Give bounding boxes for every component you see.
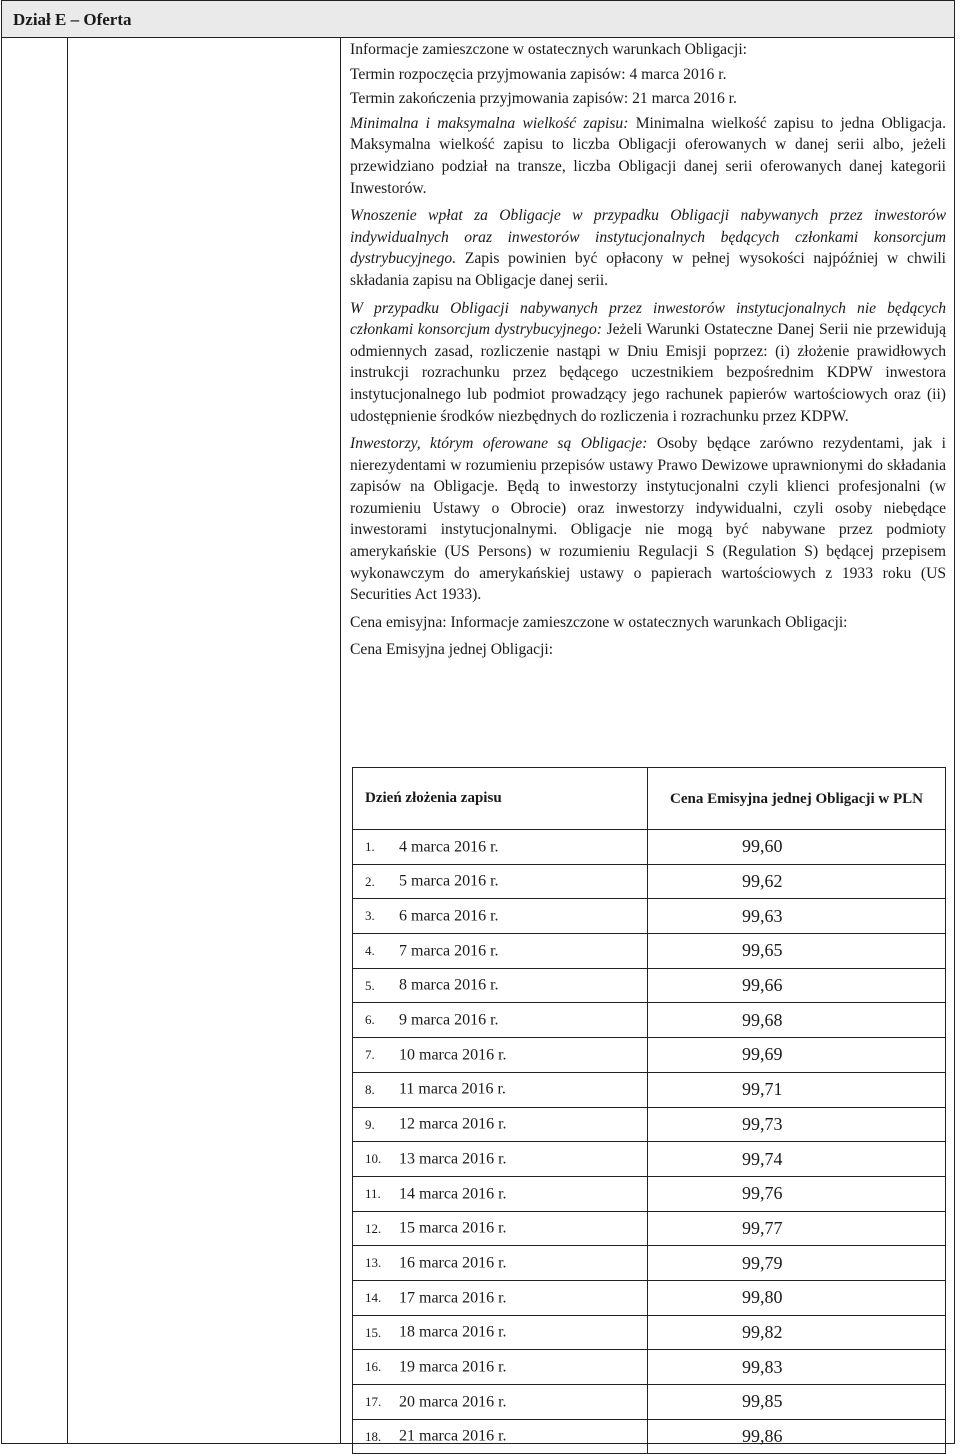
date-cell <box>353 1038 648 1073</box>
subscription-date: 16 marca 2016 r. <box>399 1254 507 1272</box>
table-row <box>353 1003 946 1038</box>
issue-price-value: 99,77 <box>648 1211 946 1246</box>
subscription-date: 21 marca 2016 r. <box>399 1427 507 1445</box>
table-row <box>353 1350 946 1385</box>
row-number: 5. <box>365 977 375 993</box>
subscription-date: 7 marca 2016 r. <box>399 942 499 960</box>
issue-price-value: 99,74 <box>648 1142 946 1177</box>
table-body <box>353 830 946 1454</box>
min-max-text: Minimalna wielkość zapisu to jedna Obligacja. Maksymalna wielkość zapisu to liczba Obligacji oferowanych w danej serii albo, jeżeli przewidziano podział na transze, liczba Obligacji danej serii oferowanych danej kategorii Inwestorów. <box>350 114 946 197</box>
subscription-date: 19 marca 2016 r. <box>399 1358 507 1376</box>
subscription-date: 8 marca 2016 r. <box>399 976 499 994</box>
subscription-date: 14 marca 2016 r. <box>399 1184 507 1202</box>
min-max-paragraph <box>350 113 946 199</box>
min-max-label: Minimalna i maksymalna wielkość zapisu: <box>350 114 629 132</box>
issue-price-value: 99,60 <box>648 830 946 865</box>
section-header <box>2 1 954 38</box>
table-row <box>353 1280 946 1315</box>
date-cell <box>353 1211 648 1246</box>
table-row <box>353 1385 946 1420</box>
date-cell <box>353 1246 648 1281</box>
institutional-label: W przypadku Obligacji nabywanych przez inwestorów instytucjonalnych nie będących członkami konsorcjum dystrybucyjnego: <box>350 299 946 339</box>
subscription-date: 5 marca 2016 r. <box>399 872 499 890</box>
date-cell <box>353 864 648 899</box>
date-cell <box>353 1419 648 1454</box>
table-row <box>353 1315 946 1350</box>
payment-label: Wnoszenie wpłat za Obligacje w przypadku Obligacji nabywanych przez inwestorów indywidualnych oraz inwestorów instytucjonalnych będących członkami konsorcjum dystrybucyjnego. <box>350 207 946 268</box>
row-number: 6. <box>365 1012 375 1028</box>
subscription-date: 9 marca 2016 r. <box>399 1011 499 1029</box>
offer-content <box>350 39 946 661</box>
issue-price-value: 99,68 <box>648 1003 946 1038</box>
row-number: 1. <box>365 839 375 854</box>
date-cell <box>353 1385 648 1420</box>
date-cell <box>353 934 648 969</box>
issue-price-value: 99,83 <box>648 1350 946 1385</box>
issue-price-value: 99,62 <box>648 864 946 899</box>
subscription-date: 15 marca 2016 r. <box>399 1219 507 1237</box>
row-number: 4. <box>365 943 375 959</box>
date-cell <box>353 1315 648 1350</box>
row-number: 10. <box>365 1151 382 1167</box>
row-number: 12. <box>365 1220 382 1236</box>
row-number: 16. <box>365 1359 382 1375</box>
column-header-date: Dzień złożenia zapisu <box>353 768 648 830</box>
issue-price-value: 99,80 <box>648 1280 946 1315</box>
table-row <box>353 934 946 969</box>
subscription-date: 20 marca 2016 r. <box>399 1393 507 1410</box>
subscription-date: 17 marca 2016 r. <box>399 1288 507 1306</box>
date-cell <box>353 1003 648 1038</box>
row-number: 8. <box>365 1081 375 1097</box>
table-row <box>353 1419 946 1454</box>
date-cell <box>353 1350 648 1385</box>
date-cell <box>353 968 648 1003</box>
institutional-text: Jeżeli Warunki Ostateczne Danej Serii nie przewidują odmiennych zasad, rozliczenie nastąpi w Dniu Emisji poprzez: (i) złożenie prawidłowych instrukcji rozrachunku przez będącego uczestnikiem bezpośrednim KDPW inwestora instytucjonalnego lub podmiot prowadzący jego rachunek papierów wartościowych oraz (ii) udostępnienie środków niezbędnych do rozliczenia i rozrachunku przez KDPW. <box>350 321 946 425</box>
table-row <box>353 1038 946 1073</box>
date-cell <box>353 1280 648 1315</box>
document-page <box>1 0 955 1447</box>
subscription-start: Termin rozpoczęcia przyjmowania zapisów: 4 marca 2016 r. <box>350 65 727 83</box>
table-row <box>353 864 946 899</box>
row-number: 9. <box>365 1116 375 1132</box>
issue-price-value: 99,65 <box>648 934 946 969</box>
subscription-date: 12 marca 2016 r. <box>399 1115 507 1133</box>
column-divider-2 <box>340 38 341 1443</box>
table-row <box>353 1246 946 1281</box>
table-row <box>353 1107 946 1142</box>
table-header-row <box>353 768 946 830</box>
price-table-caption: Cena Emisyjna jednej Obligacji: <box>350 641 554 659</box>
date-cell <box>353 1072 648 1107</box>
issue-price-value: 99,76 <box>648 1176 946 1211</box>
table-row <box>353 899 946 934</box>
subscription-end: Termin zakończenia przyjmowania zapisów: 21 marca 2016 r. <box>350 90 737 108</box>
date-cell <box>353 1142 648 1177</box>
institutional-paragraph <box>350 298 946 428</box>
date-cell <box>353 830 648 865</box>
investors-text: Osoby będące zarówno rezydentami, jak i nierezydentami w rozumieniu przepisów ustawy Prawo Dewizowe uprawnionymi do składania zapisów na Obligacje. Będą to inwestorzy instytucjonalni czyli klienci profesjonalni (w rozumieniu Ustawy o Obrocie) oraz inwestorzy indywidualni, czyli osoby niebędące inwestorami instytucjonalnymi. Obligacje nie mogą być nabywane przez podmioty amerykańskie (US Persons) w rozumieniu Regulacji S (Regulation S) będącej przepisem wykonawczym do amerykańskiej ustawy o papierach wartościowych z 1933 roku (US Securities Act 1933). <box>350 435 946 604</box>
subscription-date: 11 marca 2016 r. <box>399 1080 506 1098</box>
table-row <box>353 1211 946 1246</box>
issue-price-value: 99,69 <box>648 1038 946 1073</box>
date-cell <box>353 1176 648 1211</box>
subscription-date: 13 marca 2016 r. <box>399 1150 507 1168</box>
issue-price-value: 99,73 <box>648 1107 946 1142</box>
issue-price-value: 99,71 <box>648 1072 946 1107</box>
issue-price-value: 99,66 <box>648 968 946 1003</box>
row-number: 15. <box>365 1324 382 1340</box>
subscription-date: 18 marca 2016 r. <box>399 1323 507 1341</box>
subscription-date: 10 marca 2016 r. <box>399 1046 507 1064</box>
payment-paragraph <box>350 205 946 291</box>
section-title: Dział E – Oferta <box>13 10 132 29</box>
final-terms-intro: Informacje zamieszczone w ostatecznych warunkach Obligacji: <box>350 41 748 58</box>
table-row <box>353 830 946 865</box>
row-number: 13. <box>365 1255 382 1271</box>
row-number: 11. <box>365 1185 381 1201</box>
subscription-date: 6 marca 2016 r. <box>399 907 499 925</box>
row-number: 18. <box>365 1428 382 1444</box>
row-number: 14. <box>365 1289 382 1305</box>
table-row <box>353 1142 946 1177</box>
table-row <box>353 968 946 1003</box>
issue-price-table <box>352 767 946 1454</box>
table-row <box>353 1176 946 1211</box>
issue-price-value: 99,82 <box>648 1315 946 1350</box>
issue-price-intro: Cena emisyjna: Informacje zamieszczone w ostatecznych warunkach Obligacji: <box>350 613 848 631</box>
row-number: 3. <box>365 908 375 924</box>
table-row <box>353 1072 946 1107</box>
row-number: 2. <box>365 873 375 889</box>
date-cell <box>353 899 648 934</box>
investors-label: Inwestorzy, którym oferowane są Obligacje: <box>350 435 648 453</box>
subscription-date: 4 marca 2016 r. <box>399 838 499 855</box>
row-number: 7. <box>365 1047 375 1063</box>
row-number: 17. <box>365 1394 382 1409</box>
issue-price-value: 99,79 <box>648 1246 946 1281</box>
issue-price-value: 99,86 <box>648 1419 946 1454</box>
investors-paragraph <box>350 433 946 606</box>
column-header-price: Cena Emisyjna jednej Obligacji w PLN <box>648 768 946 830</box>
payment-text: Zapis powinien być opłacony w pełnej wysokości najpóźniej w chwili składania zapisu na Obligacje danej serii. <box>350 250 946 289</box>
issue-price-value: 99,63 <box>648 899 946 934</box>
column-divider-1 <box>67 38 68 1443</box>
issue-price-value: 99,85 <box>648 1385 946 1420</box>
date-cell <box>353 1107 648 1142</box>
